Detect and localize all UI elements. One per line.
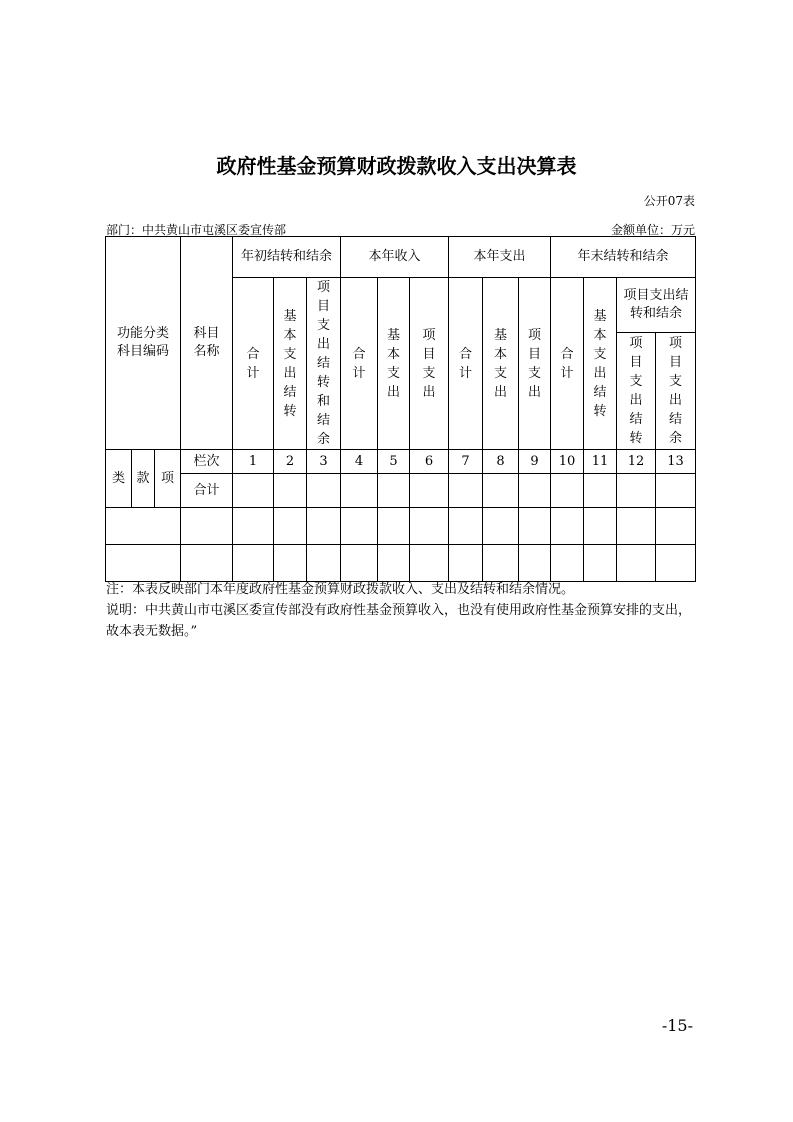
department-label: 部门：中共黄山市屯溪区委宣传部 <box>106 223 287 237</box>
table-cell <box>656 545 696 582</box>
table-cell <box>274 508 307 545</box>
header-end-balance: 年末结转和结余 <box>551 237 696 278</box>
header-begin-total: 合计 <box>233 278 274 450</box>
table-cell <box>274 545 307 582</box>
header-lei: 类 <box>106 450 132 508</box>
table-cell <box>584 545 617 582</box>
header-expense-project: 项目支出 <box>519 278 551 450</box>
header-income-project: 项目支出 <box>410 278 449 450</box>
col-number: 8 <box>483 450 519 474</box>
row-total-label: 合计 <box>181 474 233 508</box>
header-expense-total: 合计 <box>449 278 483 450</box>
col-number: 13 <box>656 450 696 474</box>
final-accounts-table-wrapper <box>105 236 695 582</box>
notes <box>106 579 698 642</box>
table-cell <box>519 508 551 545</box>
col-number: 7 <box>449 450 483 474</box>
table-cell <box>410 474 449 508</box>
table-row <box>106 545 696 582</box>
table-cell <box>106 545 181 582</box>
table-cell <box>617 474 656 508</box>
header-kuan: 款 <box>132 450 155 508</box>
col-number: 2 <box>274 450 307 474</box>
table-cell <box>449 508 483 545</box>
table-cell <box>341 508 378 545</box>
header-func-code: 功能分类科目编码 <box>106 237 181 450</box>
col-number: 1 <box>233 450 274 474</box>
table-cell <box>551 545 584 582</box>
header-subject-name: 科目名称 <box>181 237 233 450</box>
header-end-project-balance: 项目支出结余 <box>656 333 696 450</box>
row-index-label: 栏次 <box>181 450 233 474</box>
header-income-basic: 基本支出 <box>378 278 410 450</box>
table-cell <box>307 545 341 582</box>
header-begin-balance: 年初结转和结余 <box>233 237 341 278</box>
table-cell <box>410 545 449 582</box>
table-cell <box>551 474 584 508</box>
table-cell <box>341 545 378 582</box>
final-accounts-table <box>105 236 696 582</box>
table-cell <box>483 545 519 582</box>
table-cell <box>233 474 274 508</box>
col-number: 5 <box>378 450 410 474</box>
table-cell <box>584 508 617 545</box>
header-end-project-carry: 项目支出结转 <box>617 333 656 450</box>
table-cell <box>378 474 410 508</box>
header-begin-basic: 基本支出结转 <box>274 278 307 450</box>
table-cell <box>106 508 181 545</box>
table-cell <box>617 508 656 545</box>
header-xiang: 项 <box>155 450 181 508</box>
col-number: 4 <box>341 450 378 474</box>
col-number: 6 <box>410 450 449 474</box>
header-end-basic: 基本支出结转 <box>584 278 617 450</box>
col-number: 11 <box>584 450 617 474</box>
table-cell <box>449 545 483 582</box>
col-number: 9 <box>519 450 551 474</box>
table-cell <box>519 545 551 582</box>
table-cell <box>483 508 519 545</box>
col-number: 12 <box>617 450 656 474</box>
explanation-text: 说明：中共黄山市屯溪区委宣传部没有政府性基金预算收入，也没有使用政府性基金预算安排的支出，故本表无数据。” <box>106 603 692 639</box>
amount-unit-label: 金额单位：万元 <box>610 223 695 237</box>
table-cell <box>307 508 341 545</box>
form-number: 公开07表 <box>643 194 695 208</box>
table-cell <box>233 508 274 545</box>
header-end-project-group: 项目支出结转和结余 <box>617 278 696 333</box>
header-expense-basic: 基本支出 <box>483 278 519 450</box>
col-number: 10 <box>551 450 584 474</box>
table-cell <box>449 474 483 508</box>
header-expense: 本年支出 <box>449 237 551 278</box>
table-cell <box>307 474 341 508</box>
table-cell <box>617 545 656 582</box>
header-income-total: 合计 <box>341 278 378 450</box>
table-row <box>106 508 696 545</box>
header-end-total: 合计 <box>551 278 584 450</box>
table-cell <box>181 545 233 582</box>
table-cell <box>378 508 410 545</box>
page-number: -15- <box>661 1016 693 1035</box>
table-cell <box>341 474 378 508</box>
table-cell <box>584 474 617 508</box>
table-cell <box>378 545 410 582</box>
note-text: 注：本表反映部门本年度政府性基金预算财政拨款收入、支出及结转和结余情况。 <box>106 582 575 597</box>
header-income: 本年收入 <box>341 237 449 278</box>
table-cell <box>274 474 307 508</box>
table-cell <box>233 545 274 582</box>
col-number: 3 <box>307 450 341 474</box>
table-cell <box>483 474 519 508</box>
table-cell <box>181 508 233 545</box>
table-cell <box>656 474 696 508</box>
table-cell <box>551 508 584 545</box>
table-row-total <box>106 474 696 508</box>
table-cell <box>656 508 696 545</box>
table-cell <box>519 474 551 508</box>
page-title: 政府性基金预算财政拨款收入支出决算表 <box>216 154 577 178</box>
table-cell <box>410 508 449 545</box>
header-begin-project: 项目支出结转和结余 <box>307 278 341 450</box>
